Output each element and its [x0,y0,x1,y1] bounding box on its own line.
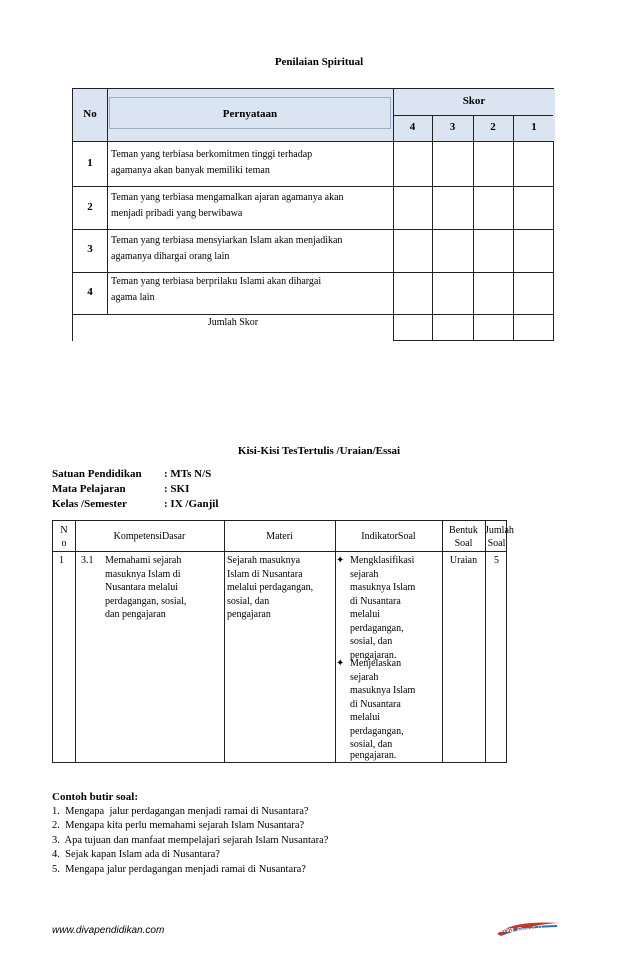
kd-line: masuknya Islam di [105,568,181,580]
header-no-line2: o [61,538,67,549]
svg-text:Pendidikan: Pendidikan [517,927,552,934]
sample-question: 3. Apa tujuan dan manfaat mempelajari sejarah Islam Nusantara? [52,834,329,846]
materi-line: melalui perdagangan, [227,582,314,593]
meta-value: : IX /Ganjil [164,498,219,510]
diva-logo [493,918,563,938]
indikator-line: perdagangan, [350,725,404,737]
meta-label: Kelas /Semester [52,498,127,510]
indikator-line: melalui [350,712,380,723]
header-bentuk-line2: Soal [454,538,473,549]
score-level-1: 1 [531,121,537,133]
meta-label: Mata Pelajaran [52,483,126,495]
header-no-line1: N [60,525,68,536]
logo-graphic [493,918,563,938]
test-grid-table [52,520,514,763]
sample-question: 4. Sejak kapan Islam ada di Nusantara? [52,849,220,860]
meta-value: : SKI [164,483,190,495]
materi-line: Sejarah masuknya [227,555,301,566]
col-no-header: No [83,108,97,120]
header-materi: Materi [266,531,293,542]
row-2-no: 2 [87,201,93,213]
kd-line: Nusantara melalui [105,582,179,593]
kd-code: 3.1 [81,555,94,566]
indikator-line: di Nusantara [350,698,401,710]
row-4-statement-line1: Teman yang terbiasa berprilaku Islami akan dihargai [111,276,322,287]
row-2-statement-line1: Teman yang terbiasa mengamalkan ajaran agamanya akan [111,192,344,203]
row-1-statement-line1: Teman yang terbiasa berkomitmen tinggi terhadap [111,149,313,160]
row-2-statement-line2: menjadi pribadi yang berwibawa [111,208,243,219]
kd-line: perdagangan, sosial, [105,595,187,607]
row-1-no: 1 [87,157,93,169]
bentuk-soal-value: Uraian [449,555,478,566]
row-3-statement-line1: Teman yang terbiasa mensyiarkan Islam akan menjadikan [111,235,343,246]
score-level-4: 4 [409,121,416,133]
indikator-line: Menjelaskan [350,658,402,669]
materi-line: sosial, dan [227,595,270,607]
indikator-line: sosial, dan [350,739,393,750]
sample-question: 1. Mengapa jalur perdagangan menjadi ramai di Nusantara? [52,805,309,817]
header-indikator: IndikatorSoal [361,531,416,542]
spiritual-assessment-title: Penilaian Spiritual [274,56,364,68]
indikator-line: sosial, dan [350,636,393,647]
row-4-statement-line2: agama lain [111,292,155,303]
spiritual-assessment-table [72,88,554,341]
score-level-2: 2 [490,121,496,133]
sample-question: 2. Mengapa kita perlu memahami sejarah Islam Nusantara? [52,820,305,831]
sample-questions [52,790,328,877]
indikator-line: pengajaran. [350,750,397,761]
indikator-line: sejarah [350,671,379,683]
sample-questions-title: Contoh butir soal: [52,791,138,803]
total-score-label: Jumlah Skor [207,317,259,328]
indikator-line: pengajaran. [350,649,397,661]
indikator-line: di Nusantara [350,595,401,607]
indikator-line: sejarah [350,568,379,580]
star-bullet-icon: ✦ [336,555,345,566]
meta-label: Satuan Pendidikan [52,468,142,480]
score-level-3: 3 [449,121,456,133]
col-statement-header: Pernyataan [222,108,278,120]
kd-line: dan pengajaran [105,609,166,620]
header-jumlah-line1: Jumlah [485,525,514,536]
col-score-header: Skor [462,95,486,107]
jumlah-soal-value: 5 [494,555,499,566]
header-bentuk-line1: Bentuk [449,525,478,536]
indikator-line: masuknya Islam [350,582,416,593]
row-3-no: 3 [87,243,93,255]
svg-text:Diva: Diva [499,927,514,934]
row-4-no: 4 [87,286,93,298]
row-no: 1 [59,555,64,566]
footer-url[interactable]: www.divapendidikan.com [52,925,165,936]
indikator-line: masuknya Islam [350,685,416,696]
indikator-line: melalui [350,609,380,620]
row-1-statement-line2: agamanya akan banyak memiliki teman [111,165,270,176]
header-kd: KompetensiDasar [113,531,186,542]
header-jumlah-line2: Soal [487,538,506,549]
indikator-line: perdagangan, [350,622,404,634]
materi-line: Islam di Nusantara [227,568,303,580]
indikator-line: Mengklasifikasi [350,555,415,566]
kd-line: Memahami sejarah [105,555,182,566]
test-grid-title: Kisi-Kisi TesTertulis /Uraian/Essai [237,445,401,457]
meta-value: : MTs N/S [164,468,212,480]
sample-question: 5. Mengapa jalur perdagangan menjadi ramai di Nusantara? [52,863,306,875]
star-bullet-icon: ✦ [336,658,345,669]
row-3-statement-line2: agamanya dihargai orang lain [111,251,230,262]
materi-line: pengajaran [227,609,271,620]
